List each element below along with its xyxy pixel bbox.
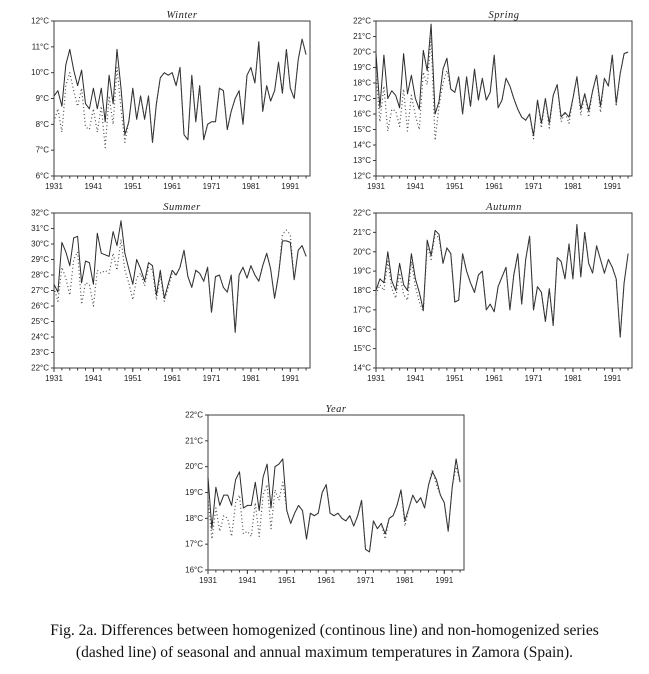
spring-chart	[330, 8, 642, 198]
svg-text:19°C: 19°C	[353, 266, 371, 276]
svg-text:19°C: 19°C	[185, 488, 203, 497]
svg-text:1941: 1941	[406, 374, 425, 383]
svg-text:16°C: 16°C	[353, 324, 371, 334]
year-chart-title: Year	[325, 404, 347, 415]
svg-text:1961: 1961	[485, 182, 504, 191]
svg-text:1991: 1991	[281, 182, 300, 191]
svg-text:1951: 1951	[445, 374, 464, 383]
year-chart-canvas	[162, 402, 474, 592]
svg-text:14°C: 14°C	[353, 363, 371, 373]
svg-text:1971: 1971	[202, 182, 221, 191]
svg-text:22°C: 22°C	[31, 363, 49, 373]
svg-text:22°C: 22°C	[185, 410, 203, 420]
svg-text:19°C: 19°C	[353, 63, 371, 72]
svg-text:16°C: 16°C	[353, 109, 371, 119]
svg-text:18°C: 18°C	[185, 513, 203, 523]
svg-text:15°C: 15°C	[353, 344, 371, 354]
svg-text:32°C: 32°C	[31, 208, 49, 218]
year-chart	[162, 402, 474, 592]
svg-text:17°C: 17°C	[353, 305, 371, 315]
svg-text:1981: 1981	[242, 182, 260, 191]
svg-text:1951: 1951	[445, 182, 464, 191]
figure-caption	[0, 620, 649, 664]
svg-text:16°C: 16°C	[185, 565, 203, 575]
summer-chart-canvas	[8, 200, 320, 390]
svg-text:1991: 1991	[281, 374, 300, 383]
summer-chart-title: Summer	[163, 202, 201, 213]
svg-text:25°C: 25°C	[31, 317, 49, 326]
svg-text:1931: 1931	[367, 374, 385, 383]
svg-text:1971: 1971	[356, 576, 375, 585]
svg-text:20°C: 20°C	[353, 47, 371, 57]
svg-text:1951: 1951	[123, 182, 142, 191]
svg-text:31°C: 31°C	[31, 224, 49, 233]
svg-text:21°C: 21°C	[353, 32, 371, 41]
svg-text:29°C: 29°C	[31, 255, 49, 264]
svg-text:1981: 1981	[564, 182, 582, 191]
svg-text:27°C: 27°C	[31, 286, 49, 295]
svg-text:18°C: 18°C	[353, 78, 371, 88]
svg-text:22°C: 22°C	[353, 208, 371, 218]
autumn-chart	[330, 200, 642, 390]
svg-text:18°C: 18°C	[353, 286, 371, 295]
svg-text:17°C: 17°C	[185, 539, 203, 549]
svg-text:17°C: 17°C	[353, 94, 371, 103]
svg-text:1981: 1981	[564, 374, 582, 383]
svg-text:1951: 1951	[277, 576, 296, 585]
svg-text:1961: 1961	[317, 576, 336, 585]
svg-text:1981: 1981	[396, 576, 414, 585]
svg-text:28°C: 28°C	[31, 270, 49, 280]
summer-chart	[8, 200, 320, 390]
svg-text:13°C: 13°C	[353, 156, 371, 165]
figure-caption-line2: (dashed line) of seasonal and annual maximum temperatures in Zamora (Spain).	[75, 644, 574, 661]
svg-text:1931: 1931	[45, 182, 63, 191]
svg-text:1931: 1931	[45, 374, 63, 383]
svg-text:10°C: 10°C	[31, 68, 49, 78]
spring-chart-title: Spring	[488, 10, 520, 21]
svg-text:1941: 1941	[84, 374, 103, 383]
svg-text:11°C: 11°C	[31, 42, 49, 52]
svg-text:1931: 1931	[367, 182, 385, 191]
svg-text:21°C: 21°C	[353, 227, 371, 237]
svg-text:21°C: 21°C	[185, 436, 203, 446]
svg-text:22°C: 22°C	[353, 16, 371, 26]
figure-caption-line1: Fig. 2a. Differences between homogenized (continous line) and non-homogenized series	[50, 622, 599, 639]
svg-text:1981: 1981	[242, 374, 260, 383]
svg-text:1931: 1931	[199, 576, 217, 585]
winter-chart	[8, 8, 320, 198]
svg-text:7°C: 7°C	[35, 145, 49, 155]
svg-text:6°C: 6°C	[35, 171, 49, 181]
svg-text:24°C: 24°C	[31, 332, 49, 342]
svg-text:20°C: 20°C	[353, 247, 371, 257]
autumn-chart-title: Autumn	[486, 202, 522, 213]
svg-text:14°C: 14°C	[353, 140, 371, 150]
svg-text:1991: 1991	[603, 182, 622, 191]
svg-text:26°C: 26°C	[31, 301, 49, 311]
svg-text:20°C: 20°C	[185, 462, 203, 472]
svg-text:1951: 1951	[123, 374, 142, 383]
svg-text:1941: 1941	[238, 576, 257, 585]
svg-text:12°C: 12°C	[353, 171, 371, 181]
svg-text:1971: 1971	[524, 374, 543, 383]
winter-chart-title: Winter	[166, 10, 198, 21]
svg-text:1941: 1941	[406, 182, 425, 191]
svg-text:23°C: 23°C	[31, 348, 49, 357]
svg-text:1971: 1971	[202, 374, 221, 383]
svg-text:1991: 1991	[603, 374, 622, 383]
autumn-chart-canvas	[330, 200, 642, 390]
svg-text:12°C: 12°C	[31, 16, 49, 26]
svg-text:1961: 1961	[163, 374, 182, 383]
svg-text:1971: 1971	[524, 182, 543, 191]
svg-text:9°C: 9°C	[35, 94, 49, 103]
svg-text:1991: 1991	[435, 576, 454, 585]
svg-text:1961: 1961	[485, 374, 504, 383]
svg-text:8°C: 8°C	[35, 119, 49, 129]
winter-chart-canvas	[8, 8, 320, 198]
svg-text:1941: 1941	[84, 182, 103, 191]
svg-text:15°C: 15°C	[353, 125, 371, 134]
svg-text:30°C: 30°C	[31, 239, 49, 249]
spring-chart-canvas	[330, 8, 642, 198]
svg-text:1961: 1961	[163, 182, 182, 191]
